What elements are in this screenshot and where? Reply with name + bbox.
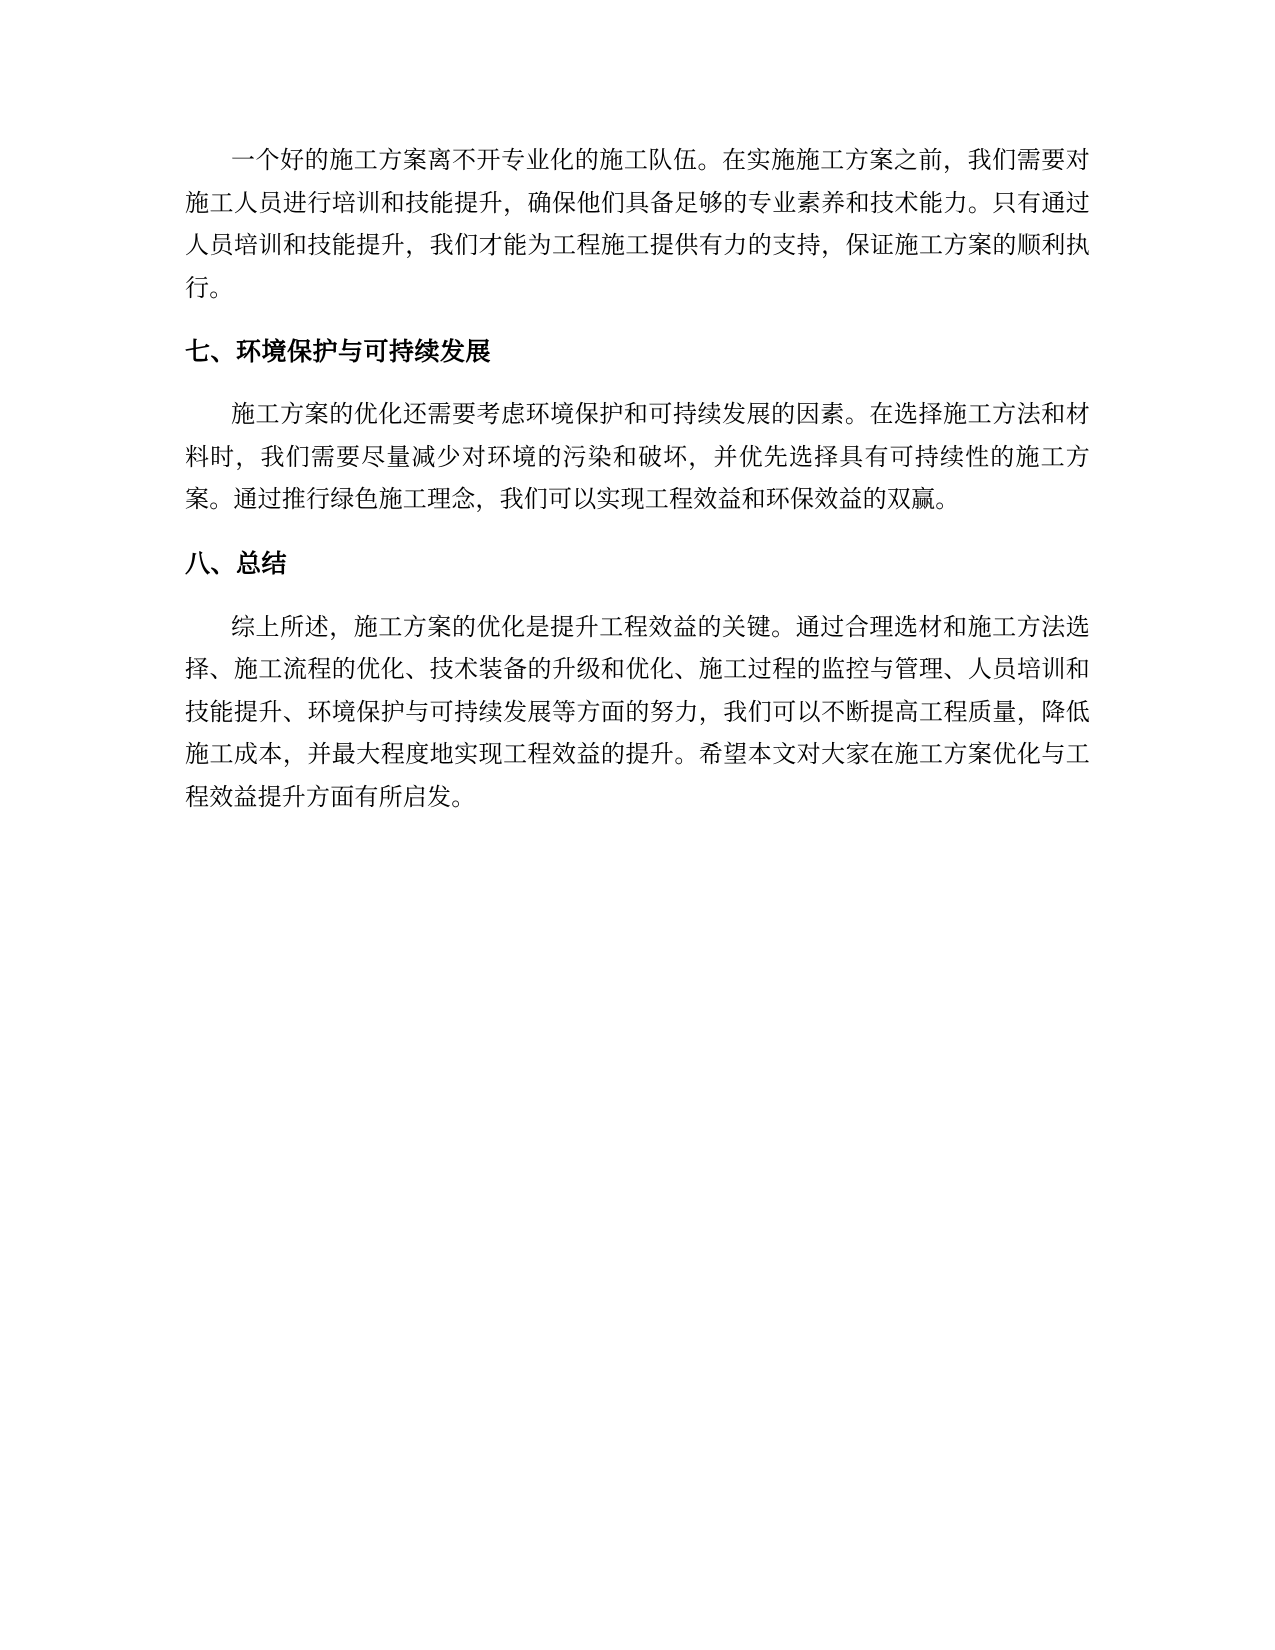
- section-heading-summary: 八、总结: [185, 548, 288, 578]
- paragraph-summary: 综上所述，施工方案的优化是提升工程效益的关键。通过合理选材和施工方法选择、施工流程的优化、技术装备的升级和优化、施工过程的监控与管理、人员培训和技能提升、环境保护与可持续发展等方面的努力，我们可以不断提高工程质量，降低施工成本，并最大程度地实现工程效益的提升。希望本文对大家在施工方案优化与工程效益提升方面有所启发。: [185, 612, 1090, 811]
- paragraph-personnel-training: 一个好的施工方案离不开专业化的施工队伍。在实施施工方案之前，我们需要对施工人员进行培训和技能提升，确保他们具备足够的专业素养和技术能力。只有通过人员培训和技能提升，我们才能为工程施工提供有力的支持，保证施工方案的顺利执行。: [185, 146, 1090, 302]
- section-heading-environment: 七、环境保护与可持续发展: [185, 337, 492, 366]
- paragraph-environment: 施工方案的优化还需要考虑环境保护和可持续发展的因素。在选择施工方法和材料时，我们需要尽量减少对环境的污染和破坏，并优先选择具有可持续性的施工方案。通过推行绿色施工理念，我们可以实现工程效益和环保效益的双赢。: [185, 400, 1090, 513]
- document-body: [185, 139, 1090, 818]
